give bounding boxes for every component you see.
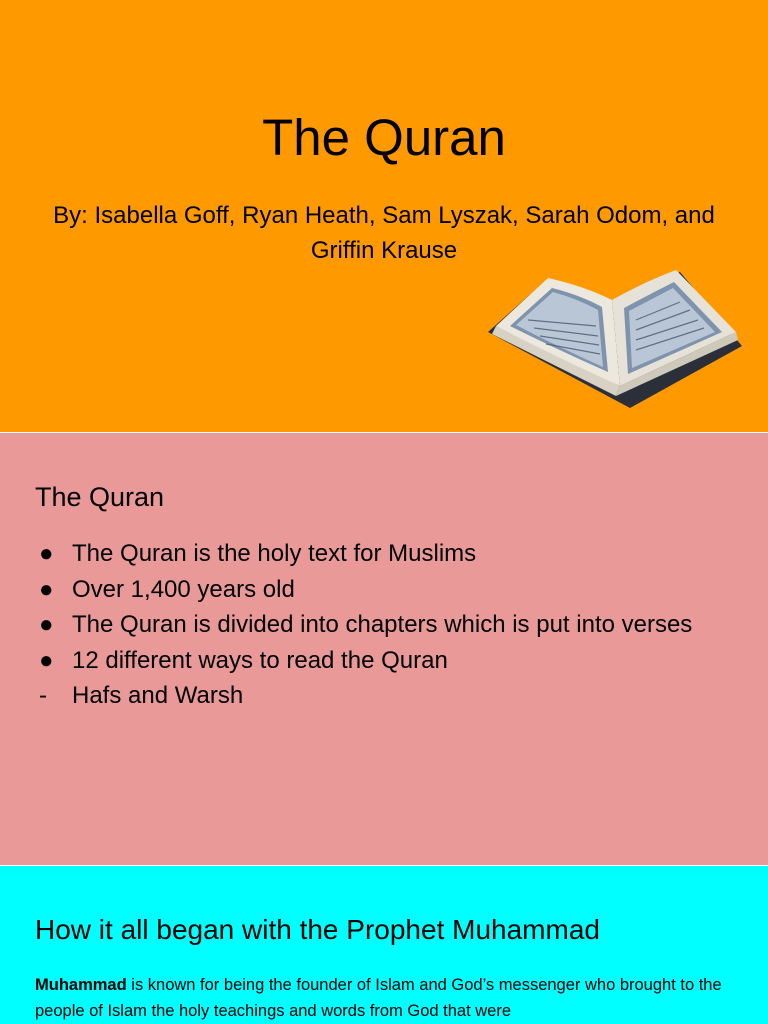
bullet-marker: ● — [39, 611, 54, 638]
bullet-list — [35, 536, 735, 714]
bullet-marker: ● — [39, 540, 54, 567]
dash-marker: - — [39, 682, 47, 709]
slide-heading: How it all began with the Prophet Muhammad — [35, 914, 600, 945]
open-book-icon — [484, 268, 746, 412]
bullet-text: The Quran is the holy text for Muslims — [72, 540, 477, 567]
bullet-marker: ● — [39, 575, 54, 603]
slide-overview — [0, 433, 768, 865]
list-item — [35, 536, 735, 572]
body-text: is known for being the founder of Islam and God’s messenger who brought to the people of Islam the holy teachings and words from God that were — [35, 976, 722, 1020]
bullet-text: Hafs and Warsh — [72, 682, 244, 709]
slide-body — [35, 972, 735, 1024]
bullet-text: Over 1,400 years old — [72, 575, 295, 603]
list-item — [35, 678, 735, 714]
body-bold-term: Muhammad — [35, 976, 127, 994]
bullet-marker: ● — [39, 646, 54, 674]
page-title: The Quran — [262, 109, 506, 166]
list-item — [35, 572, 735, 608]
slide-origin — [0, 866, 768, 1024]
list-item — [35, 607, 735, 643]
slide-heading: The Quran — [35, 482, 165, 512]
bullet-text: The Quran is divided into chapters which is put into verses — [72, 611, 693, 638]
list-item — [35, 643, 735, 679]
bullet-text: 12 different ways to read the Quran — [72, 646, 448, 674]
author-byline: By: Isabella Goff, Ryan Heath, Sam Lyszak, Sarah Odom, and Griffin Krause — [53, 202, 715, 264]
slide-title — [0, 0, 768, 432]
